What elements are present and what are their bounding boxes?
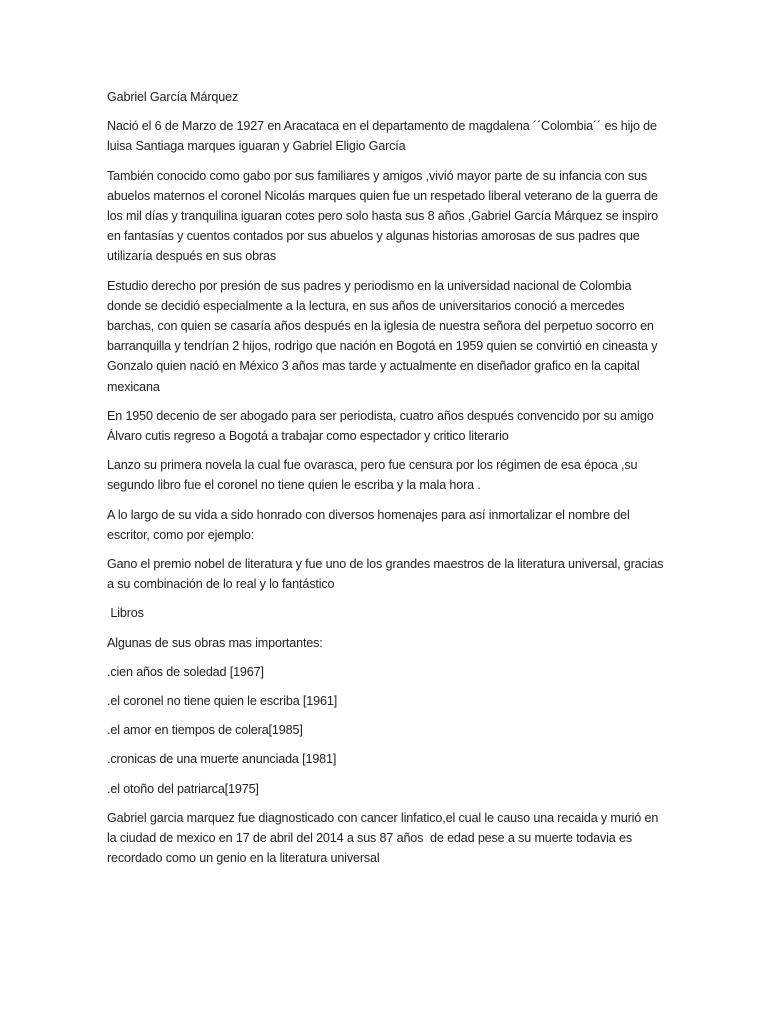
paragraph-childhood: También conocido como gabo por sus familiares y amigos ,vivió mayor parte de su infancia con sus abuelos maternos el coronel Nicolás marques quien fue un respetado liberal veterano de la guerra de los mil días y tranquilina iguaran cotes pero solo hasta sus 8 años ,Gabriel García Márquez se inspiro en fantasías y cuentos contados por sus abuelos y algunas historias amorosas de sus padres que utilizaría después en sus obras xyxy=(107,168,662,264)
book-list-item: .el coronel no tiene quien le escriba [1961] xyxy=(107,694,338,709)
paragraph-first-novel: Lanzo su primera novela la cual fue ovarasca, pero fue censura por los régimen de esa época ,su segundo libro fue el coronel no tiene quien le escriba y la mala hora . xyxy=(107,458,641,493)
paragraph-nobel: Gano el premio nobel de literatura y fue uno de los grandes maestros de la literatura universal, gracias a su combinación de lo real y lo fantástico xyxy=(107,557,667,592)
book-list-item: .el otoño del patriarca[1975] xyxy=(107,781,259,796)
book-list-item: .el amor en tiempos de colera[1985] xyxy=(107,723,303,738)
books-heading: Libros xyxy=(107,606,144,621)
books-intro: Algunas de sus obras mas importantes: xyxy=(107,635,323,650)
book-list-item: .cronicas de una muerte anunciada [1981] xyxy=(107,752,337,767)
book-list-item: .cien años de soledad [1967] xyxy=(107,664,264,679)
document-title: Gabriel García Márquez xyxy=(107,90,239,104)
paragraph-birth: Nació el 6 de Marzo de 1927 en Aracataca en el departamento de magdalena ´´Colombia´´ es hijo de luisa Santiaga marques iguaran y Gabriel Eligio García xyxy=(107,119,661,154)
paragraph-honors: A lo largo de su vida a sido honrado con diversos homenajes para así inmortalizar el nombre del escritor, como por ejemplo: xyxy=(107,507,634,542)
paragraph-closing: Gabriel garcia marquez fue diagnosticado con cancer linfatico,el cual le causo una recaida y murió en la ciudad de mexico en 17 de abril del 2014 a sus 87 años de edad pese a su muerte todavia es recordado como un genio en la literatura universal xyxy=(107,810,662,866)
paragraph-studies: Estudio derecho por presión de sus padres y periodismo en la universidad nacional de Colombia donde se decidió especialmente a la lectura, en sus años de universitarios conoció a mercedes barchas, con quien se casaría años después en la iglesia de nuestra señora del perpetuo socorro en barranquilla y tendrían 2 hijos, rodrigo que nación en Bogotá en 1959 quien se convirtió en cineasta y Gonzalo quien nació en México 3 años mas tarde y actualmente en diseñador grafico en la capital mexicana xyxy=(107,278,661,394)
paragraph-career: En 1950 decenio de ser abogado para ser periodista, cuatro años después convencido por su amigo Álvaro cutis regreso a Bogotá a trabajar como espectador y critico literario xyxy=(107,408,657,444)
